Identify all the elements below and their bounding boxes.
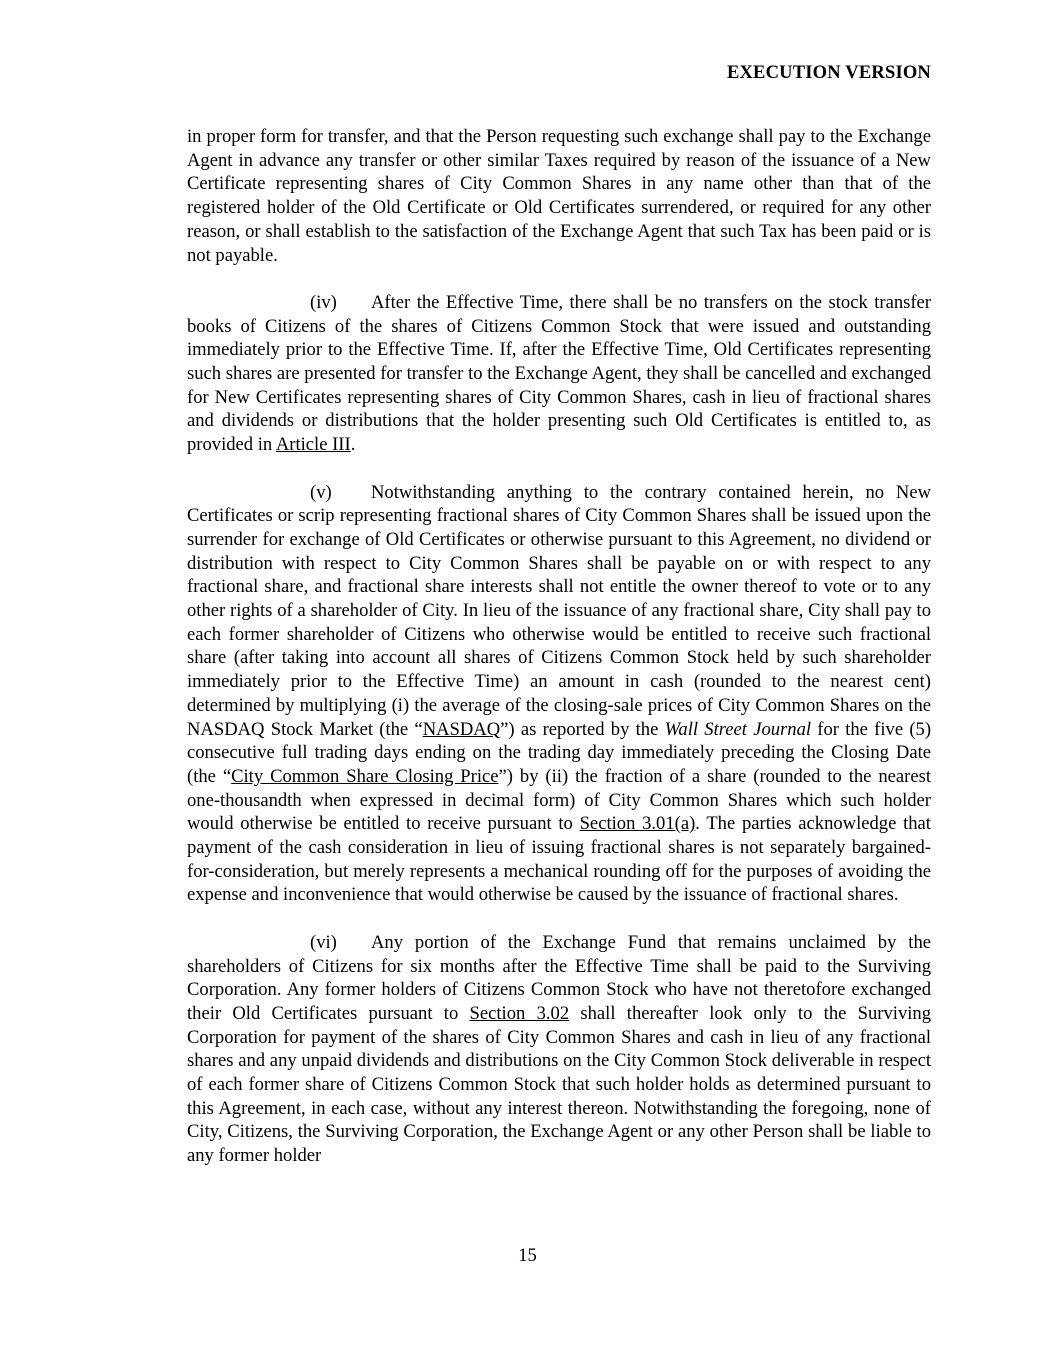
article-iii-reference: Article III — [275, 434, 351, 456]
paragraph-number: (vi) — [310, 931, 337, 953]
paragraph-number: (iv) — [310, 291, 337, 313]
paragraph-text: . The parties acknowledge that payment of the cash consideration in lieu of issuing fractional shares is not separately bargained-for-consideration, but merely represents a mechanical rounding off for the purposes of avoiding the expense and inconvenience that would otherwise be caused by the issuance of fractional shares. — [187, 813, 931, 906]
publication-title: Wall Street Journal — [664, 718, 812, 740]
paragraph-v — [187, 481, 931, 908]
paragraph-text: . — [350, 434, 356, 456]
paragraph-text: for the five (5) consecutive full trading days ending on the trading day immediately preceding the Closing Date (the “ — [187, 718, 932, 787]
section-3-02-reference: Section 3.02 — [469, 1002, 570, 1024]
paragraph-iv — [187, 291, 931, 457]
execution-version-header: EXECUTION VERSION — [726, 63, 931, 83]
paragraph-continuation — [187, 125, 931, 267]
section-3-01a-reference: Section 3.01(a) — [579, 813, 696, 835]
defined-term-closing-price: City Common Share Closing Price — [231, 765, 499, 787]
paragraph-text: ”) by (ii) the fraction of a share (rounded to the nearest one-thousandth when expressed in decimal form) of City Common Shares which such holder would otherwise be entitled to receive pursuant to — [187, 765, 932, 835]
page-number: 15 — [518, 1245, 537, 1266]
paragraph-text: Any portion of the Exchange Fund that remains unclaimed by the shareholders of Citizens for six months after the Effective Time shall be paid to the Surviving Corporation. Any former holders of Citizens Common Stock who have not theretofore exchanged their Old Certificates pursuant to — [187, 931, 931, 1024]
paragraph-text: ”) as reported by the — [500, 718, 665, 740]
paragraph-text: Notwithstanding anything to the contrary contained herein, no New Certificates or scrip representing fractional shares of City Common Shares shall be issued upon the surrender for exchange of Old Certificates or otherwise pursuant to this Agreement, no dividend or distribution with respect to City Common Shares shall be payable on or with respect to any fractional share, and fractional share interests shall not entitle the owner thereof to vote or to any other rights of a shareholder of City. In lieu of the issuance of any fractional share, City shall pay to each former shareholder of Citizens who otherwise would be entitled to receive such fractional share (after taking into account all shares of Citizens Common Stock held by such shareholder immediately prior to the Effective Time) an amount in cash (rounded to the nearest cent) determined by multiplying (i) the average of the closing-sale prices of City Common Shares on the NASDAQ Stock Market (the “ — [187, 481, 931, 740]
paragraph-text: in proper form for transfer, and that the Person requesting such exchange shall pay to the Exchange Agent in advance any transfer or other similar Taxes required by reason of the issuance of a New Certificate representing shares of City Common Shares in any name other than that of the registered holder of the Old Certificate or Old Certificates surrendered, or required for any other reason, or shall establish to the satisfaction of the Exchange Agent that such Tax has been paid or is not payable. — [187, 126, 931, 266]
paragraph-number: (v) — [310, 481, 332, 503]
defined-term-nasdaq: NASDAQ — [422, 718, 501, 740]
paragraph-vi — [187, 931, 931, 1168]
paragraph-text: After the Effective Time, there shall be no transfers on the stock transfer books of Citizens of the shares of Citizens Common Stock that were issued and outstanding immediately prior to the Effective Time. If, after the Effective Time, Old Certificates representing such shares are presented for transfer to the Exchange Agent, they shall be cancelled and exchanged for New Certificates representing shares of City Common Shares, cash in lieu of fractional shares and dividends or distributions that the holder presenting such Old Certificates is entitled to, as provided in — [187, 291, 931, 456]
paragraph-text: shall thereafter look only to the Surviving Corporation for payment of the shares of City Common Shares and cash in lieu of any fractional shares and any unpaid dividends and distributions on the City Common Stock deliverable in respect of each former share of Citizens Common Stock that such holder holds as determined pursuant to this Agreement, in each case, without any interest thereon. Notwithstanding the foregoing, none of City, Citizens, the Surviving Corporation, the Exchange Agent or any other Person shall be liable to any former holder — [187, 1002, 932, 1167]
document-body — [187, 125, 931, 1192]
